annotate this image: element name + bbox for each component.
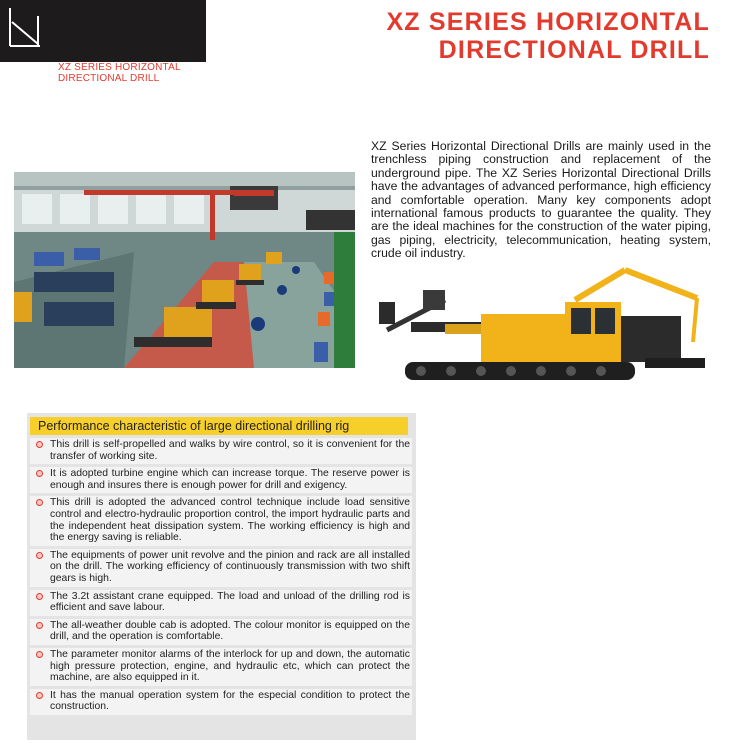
title-line-2: DIRECTIONAL DRILL: [438, 36, 710, 64]
list-item-text: It has the manual operation system for the especial condition to protect the construction.: [50, 689, 410, 713]
performance-list: [30, 438, 412, 718]
bullet-icon: [36, 470, 43, 477]
list-item-text: It is adopted turbine engine which can increase torque. The reserve power is enough and insures there is enough power for drill and exigency.: [50, 468, 410, 491]
list-item: [30, 590, 412, 616]
list-item-text: The equipments of power unit revolve and the pinion and rack are all installed on the drill. The working efficiency of continuously transmission with two shift gears is high.: [50, 549, 410, 584]
list-item: [30, 648, 412, 686]
performance-heading: Performance characteristic of large directional drilling rig: [30, 417, 408, 435]
logo-icon: [8, 6, 42, 48]
list-item: [30, 467, 412, 493]
logo-block: [0, 0, 206, 62]
list-item: [30, 549, 412, 587]
drill-machine-image: [375, 262, 710, 390]
subtitle-line-2: DIRECTIONAL DRILL: [58, 73, 160, 84]
page-title: [290, 8, 710, 64]
bullet-icon: [36, 692, 43, 699]
title-line-1: XZ SERIES HORIZONTAL: [386, 8, 710, 36]
intro-paragraph: XZ Series Horizontal Directional Drills are mainly used in the trenchless piping construction and replacement of the underground pipe. The XZ Series Horizontal Directional Drills have the advantages of advanced performance, high efficiency and comfortable operation. Many key components adopt international famous products to guarantee the quality. They are the ideal machines for the construction of the water piping, gas piping, electricity, telecommunication, heating system, crude oil industry.: [371, 139, 711, 261]
list-item: [30, 619, 412, 645]
list-item-text: The all-weather double cab is adopted. The colour monitor is equipped on the drill, and the operation is comfortable.: [50, 619, 410, 643]
list-item: [30, 438, 412, 464]
factory-illustration: [14, 172, 355, 368]
list-item-text: This drill is self-propelled and walks by wire control, so it is convenient for the transfer of working site.: [50, 439, 410, 462]
list-item-text: This drill is adopted the advanced control technique include load sensitive control and electro-hydraulic proportion control, the import hydraulic parts and the independent heat dissipation system. The working efficiency is high and the energy saving is reliable.: [50, 497, 410, 544]
bullet-icon: [36, 622, 43, 629]
bullet-icon: [36, 593, 43, 600]
subtitle-line-1: XZ SERIES HORIZONTAL: [58, 62, 181, 73]
bullet-icon: [36, 651, 43, 658]
bullet-icon: [36, 499, 43, 506]
list-item: [30, 496, 412, 545]
list-item-text: The parameter monitor alarms of the interlock for up and down, the automatic high pressure protection, engine, and hydraulic etc, which can protect the machine, are also equipped in it.: [50, 648, 410, 684]
factory-photo: [14, 172, 355, 368]
bullet-icon: [36, 552, 43, 559]
list-item-text: The 3.2t assistant crane equipped. The load and unload of the drilling rod is efficient and save labour.: [50, 590, 410, 614]
page-subtitle: [58, 62, 218, 84]
list-item: [30, 689, 412, 715]
bullet-icon: [36, 441, 43, 448]
